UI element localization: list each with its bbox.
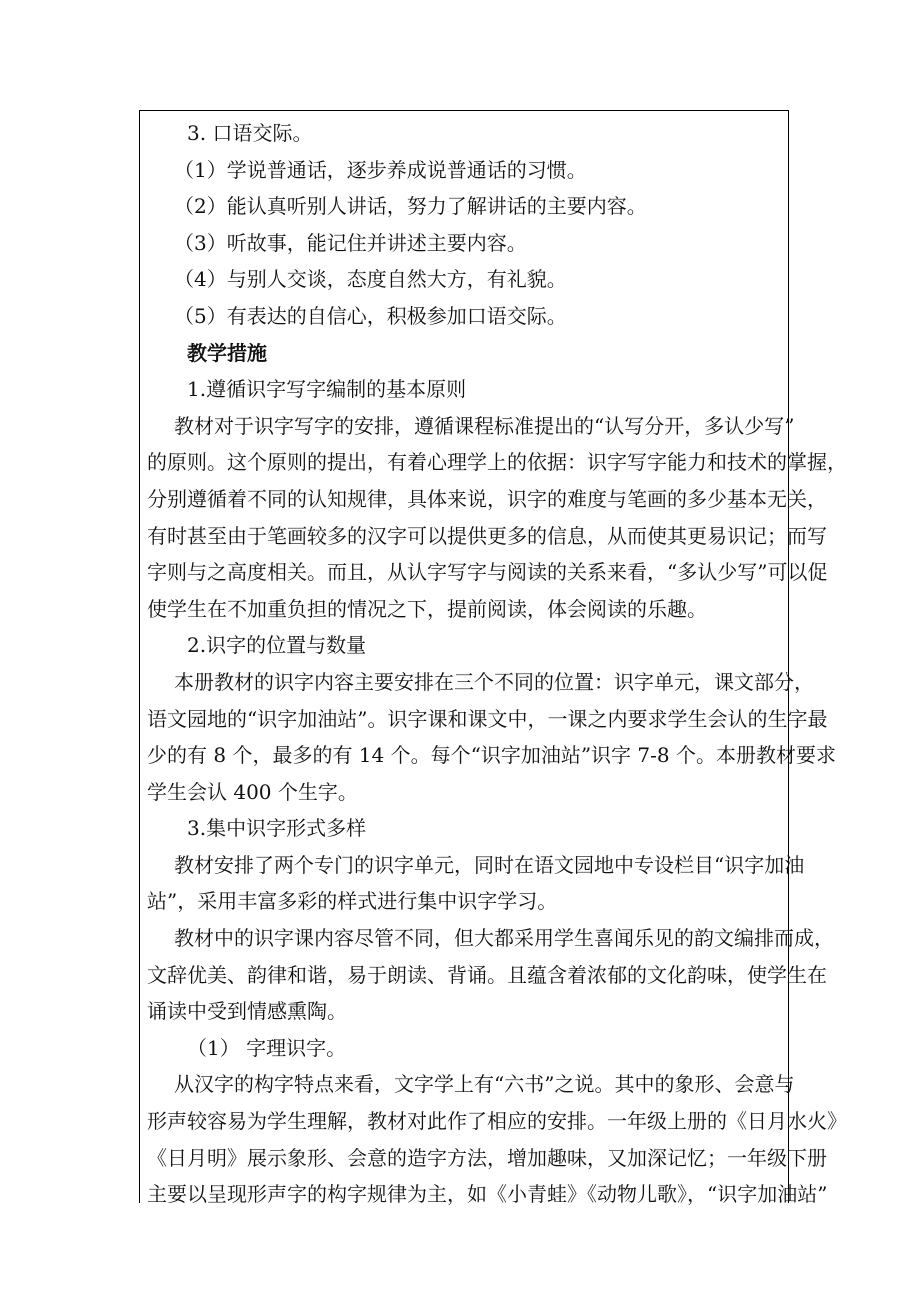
sub3-para3-line-1: 从汉字的构字特点来看，文字学上有“六书”之说。其中的象形、会意与 xyxy=(174,1072,795,1097)
sub3-para3-line-4: 主要以呈现形声字的构字规律为主，如《小青蛙》《动物儿歌》，“识字加油站” xyxy=(147,1182,828,1207)
sub3-para1-line-2: 站”，采用丰富多彩的样式进行集中识字学习。 xyxy=(147,889,558,914)
sub3-para2-line-1: 教材中的识字课内容尽管不同，但大都采用学生喜闻乐见的韵文编排而成， xyxy=(174,926,834,951)
sub2-line-2: 语文园地的“识字加油站”。识字课和课文中，一课之内要求学生会认的生字最 xyxy=(147,706,828,731)
sub3-item1-heading: （1） 字理识字。 xyxy=(187,1035,347,1060)
sub3-para3-line-3: 《日月明》展示象形、会意的造字方法，增加趣味，又加深记忆；一年级下册 xyxy=(147,1145,827,1170)
sub3-para2-line-3: 诵读中受到情感熏陶。 xyxy=(147,999,347,1024)
sub1-line-2: 的原则。这个原则的提出，有着心理学上的依据：识字写字能力和技术的掌握， xyxy=(147,450,847,475)
sub1-heading: 1.遵循识字写字编制的基本原则 xyxy=(187,377,467,402)
sub2-line-1: 本册教材的识字内容主要安排在三个不同的位置：识字单元，课文部分， xyxy=(174,669,814,694)
sub3-para1-line-1: 教材安排了两个专门的识字单元，同时在语文园地中专设栏目“识字加油 xyxy=(174,852,805,877)
oral-heading: 3. 口语交际。 xyxy=(187,121,313,145)
sub3-para2-line-2: 文辞优美、韵律和谐，易于朗读、背诵。且蕴含着浓郁的文化韵味，使学生在 xyxy=(147,962,827,987)
oral-item-4: （4）与别人交谈，态度自然大方，有礼貌。 xyxy=(174,267,567,292)
sub3-para3-line-2: 形声较容易为学生理解，教材对此作了相应的安排。一年级上册的《日月水火》 xyxy=(147,1109,847,1134)
sub1-line-5: 字则与之高度相关。而且，从认字写字与阅读的关系来看，“多认少写”可以促 xyxy=(147,560,828,585)
sub3-heading: 3.集中识字形式多样 xyxy=(187,816,367,841)
sub2-line-3: 少的有 8 个，最多的有 14 个。每个“识字加油站”识字 7-8 个。本册教材要求 xyxy=(147,743,836,768)
sub2-line-4: 学生会认 400 个生字。 xyxy=(147,779,358,804)
document-body xyxy=(147,115,847,1213)
oral-item-5: （5）有表达的自信心，积极参加口语交际。 xyxy=(174,303,567,328)
sub1-line-4: 有时甚至由于笔画较多的汉字可以提供更多的信息，从而使其更易识记；而写 xyxy=(147,523,827,548)
sub2-heading: 2.识字的位置与数量 xyxy=(187,633,367,658)
oral-item-1: （1）学说普通话，逐步养成说普通话的习惯。 xyxy=(174,157,587,182)
sub1-line-3: 分别遵循着不同的认知规律，具体来说，识字的难度与笔画的多少基本无关， xyxy=(147,486,827,511)
sub1-line-1: 教材对于识字写字的安排，遵循课程标准提出的“认写分开，多认少写” xyxy=(174,413,795,438)
oral-item-2: （2）能认真听别人讲话，努力了解讲话的主要内容。 xyxy=(174,194,647,219)
oral-item-3: （3）听故事，能记住并讲述主要内容。 xyxy=(174,230,527,255)
measures-title: 教学措施 xyxy=(187,340,267,365)
sub1-line-6: 使学生在不加重负担的情况之下，提前阅读，体会阅读的乐趣。 xyxy=(147,596,707,621)
